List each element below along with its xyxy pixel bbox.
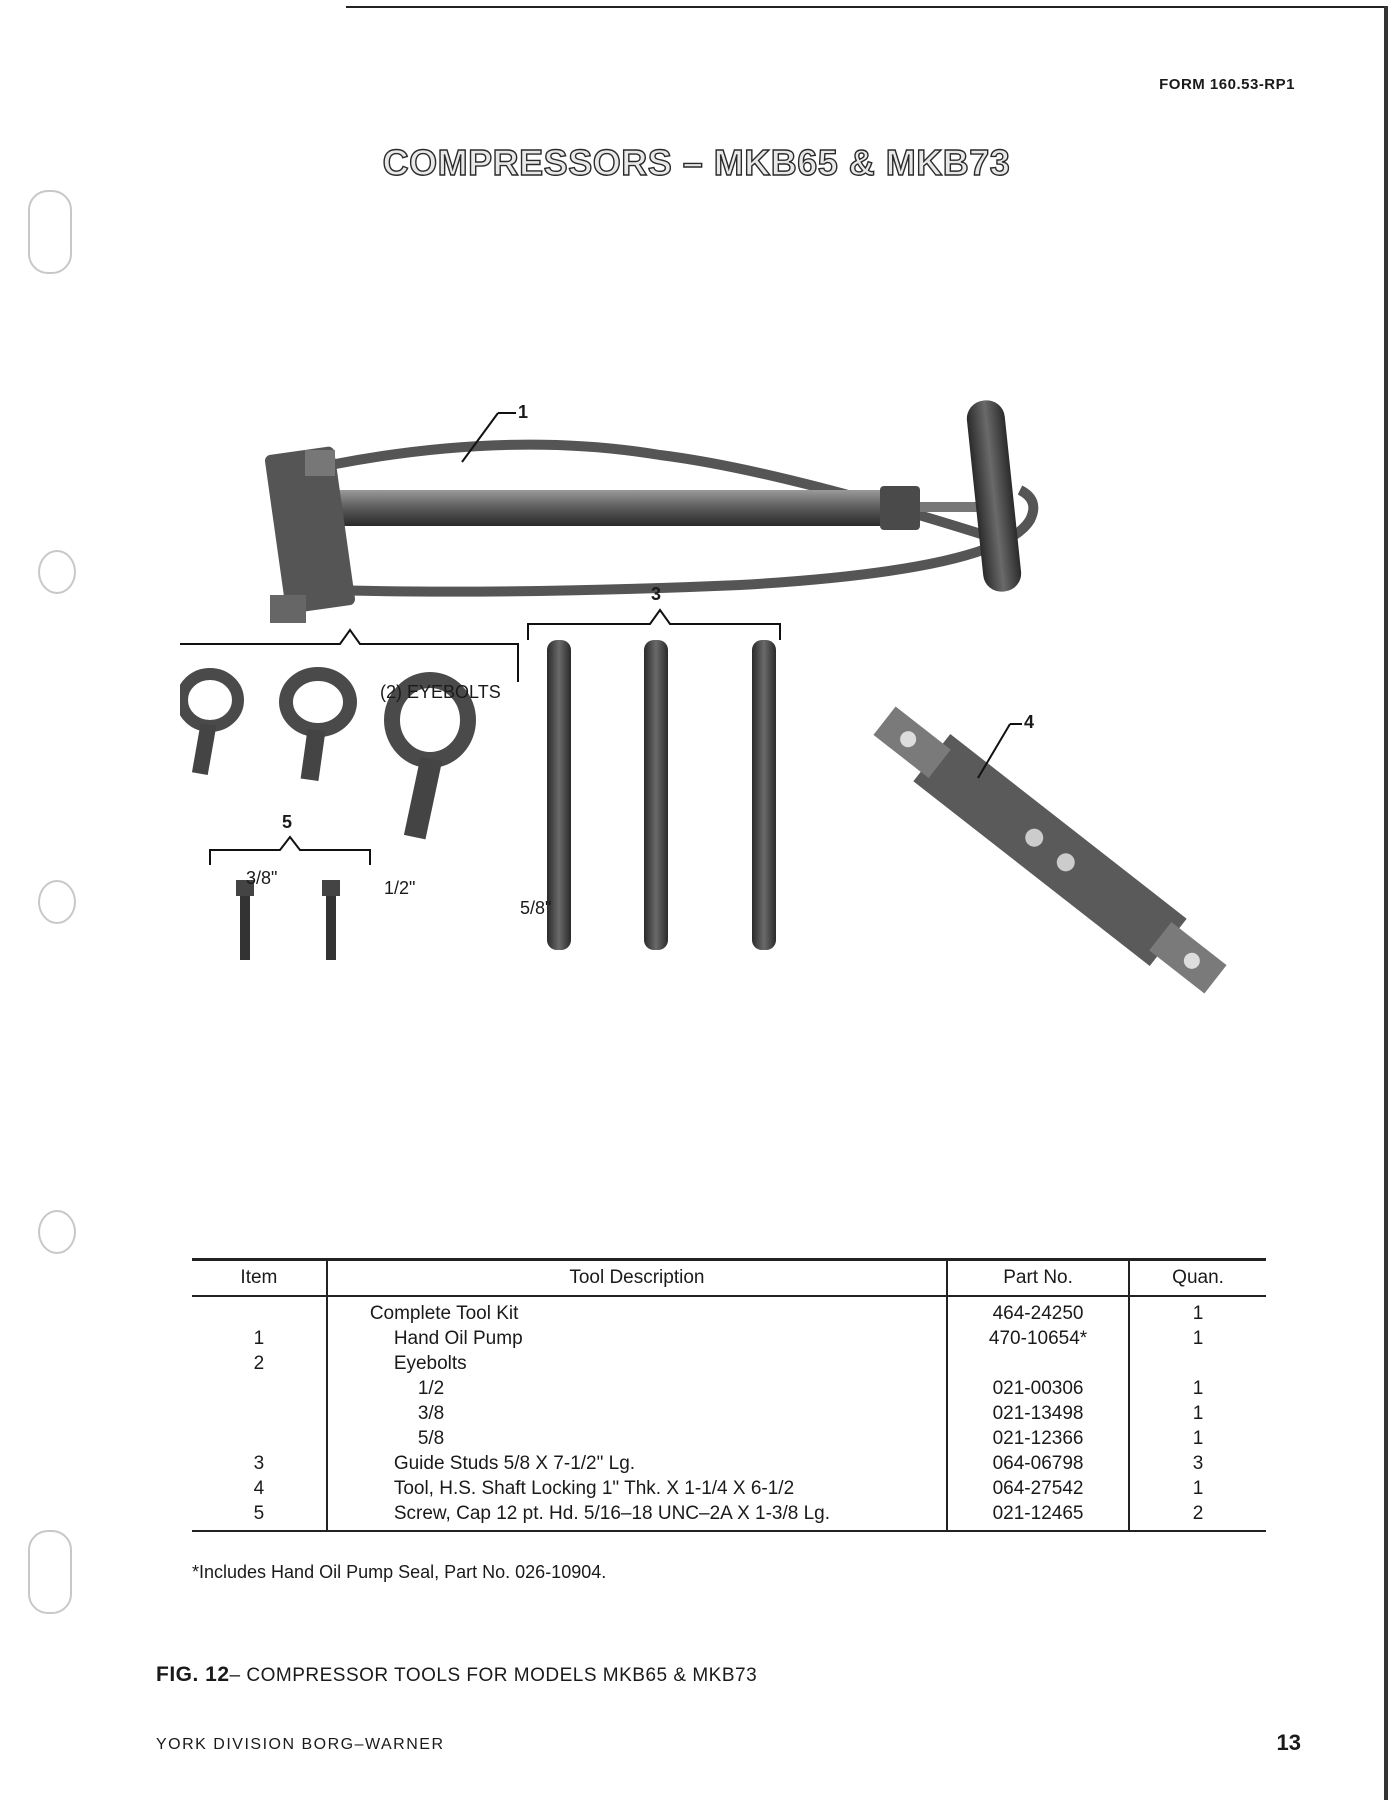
table-row [192, 1351, 1266, 1376]
binder-hole-slot-top [28, 190, 72, 274]
row-quantity: 2 [1129, 1501, 1266, 1531]
binder-hole-round-1 [38, 550, 76, 594]
form-number: FORM 160.53-RP1 [1159, 76, 1295, 93]
header-item: Item [192, 1260, 327, 1297]
footnote: *Includes Hand Oil Pump Seal, Part No. 026-10904. [192, 1562, 607, 1582]
row-item: 3 [192, 1451, 327, 1476]
callout-item-3: 3 [651, 584, 662, 604]
row-quantity: 1 [1192, 1403, 1204, 1424]
row-quantity: 1 [1192, 1478, 1204, 1499]
table-header-row [192, 1260, 1266, 1297]
row-description: Tool, H.S. Shaft Locking 1" Thk. X 1-1/4 X 6-1/2 [327, 1476, 947, 1501]
row-quantity: 1 [1192, 1428, 1204, 1449]
row-description: Eyebolts [327, 1351, 947, 1376]
shaft-locking-tool-drawing [866, 697, 1234, 1003]
row-description: 5/8 [327, 1426, 947, 1451]
table-row [192, 1426, 1266, 1451]
row-description: 1/2 [327, 1376, 947, 1401]
table-row [192, 1326, 1266, 1351]
row-quantity: 3 [1192, 1453, 1204, 1474]
row-item: 4 [192, 1476, 327, 1501]
row-part-no: 021-12366 [947, 1426, 1129, 1451]
header-quantity: Quan. [1129, 1260, 1266, 1297]
row-quantity: 1 [1192, 1378, 1204, 1399]
table-row [192, 1501, 1266, 1531]
eyebolt-size-1-2: 1/2" [384, 878, 416, 898]
page-title: COMPRESSORS – MKB65 & MKB73 [382, 142, 1011, 183]
row-quantity: 1 [1192, 1328, 1204, 1349]
row-description: 3/8 [327, 1401, 947, 1426]
page-border-right [1384, 6, 1388, 1800]
row-item [192, 1296, 327, 1326]
row-item: 2 [192, 1351, 327, 1376]
figure-caption [156, 1663, 757, 1687]
binder-hole-round-3 [38, 1210, 76, 1254]
figure-caption-text: – COMPRESSOR TOOLS FOR MODELS MKB65 & MKB73 [229, 1665, 758, 1686]
guide-studs-drawing [547, 640, 776, 950]
callout-item-4: 4 [1024, 712, 1035, 732]
row-item: 5 [192, 1501, 327, 1531]
table-row [192, 1476, 1266, 1501]
table-row [192, 1451, 1266, 1476]
callout-item-1: 1 [518, 402, 529, 422]
row-part-no: 021-13498 [947, 1401, 1129, 1426]
eyebolt-size-5-8: 5/8" [520, 898, 552, 918]
callout-item-5: 5 [282, 812, 293, 832]
tools-table [192, 1258, 1266, 1532]
header-part-no: Part No. [947, 1260, 1129, 1297]
table-row [192, 1401, 1266, 1426]
tools-figure [180, 380, 1300, 1140]
row-part-no: 064-27542 [947, 1476, 1129, 1501]
hand-oil-pump-drawing [264, 399, 1033, 623]
cap-screws-drawing [236, 880, 340, 960]
binder-hole-slot-bottom [28, 1530, 72, 1614]
row-part-no: 064-06798 [947, 1451, 1129, 1476]
eyebolts-label: (2) EYEBOLTS [380, 682, 501, 702]
row-description: Hand Oil Pump [327, 1326, 947, 1351]
row-part-no: 021-00306 [947, 1376, 1129, 1401]
tools-illustration [180, 380, 1300, 1140]
page-number: 13 [1276, 1730, 1301, 1755]
row-part-no: 470-10654* [947, 1326, 1129, 1351]
row-item: 1 [192, 1326, 327, 1351]
eyebolt-size-3-8: 3/8" [246, 868, 278, 888]
row-item [192, 1426, 327, 1451]
row-item [192, 1401, 327, 1426]
row-description: Screw, Cap 12 pt. Hd. 5/16–18 UNC–2A X 1-3/8 Lg. [327, 1501, 947, 1531]
row-part-no: 021-12465 [947, 1501, 1129, 1531]
table-row [192, 1376, 1266, 1401]
row-quantity: 1 [1192, 1303, 1204, 1324]
table-row [192, 1296, 1266, 1326]
row-part-no [947, 1351, 1129, 1376]
row-quantity [1129, 1351, 1266, 1376]
row-part-no: 464-24250 [947, 1296, 1129, 1326]
figure-label: FIG. 12 [156, 1663, 230, 1686]
row-description: Guide Studs 5/8 X 7-1/2" Lg. [327, 1451, 947, 1476]
page-border-top [346, 6, 1386, 8]
row-description: Complete Tool Kit [327, 1296, 947, 1326]
header-description: Tool Description [327, 1260, 947, 1297]
binder-hole-round-2 [38, 880, 76, 924]
footer-company: YORK DIVISION BORG–WARNER [156, 1736, 445, 1753]
row-item [192, 1376, 327, 1401]
